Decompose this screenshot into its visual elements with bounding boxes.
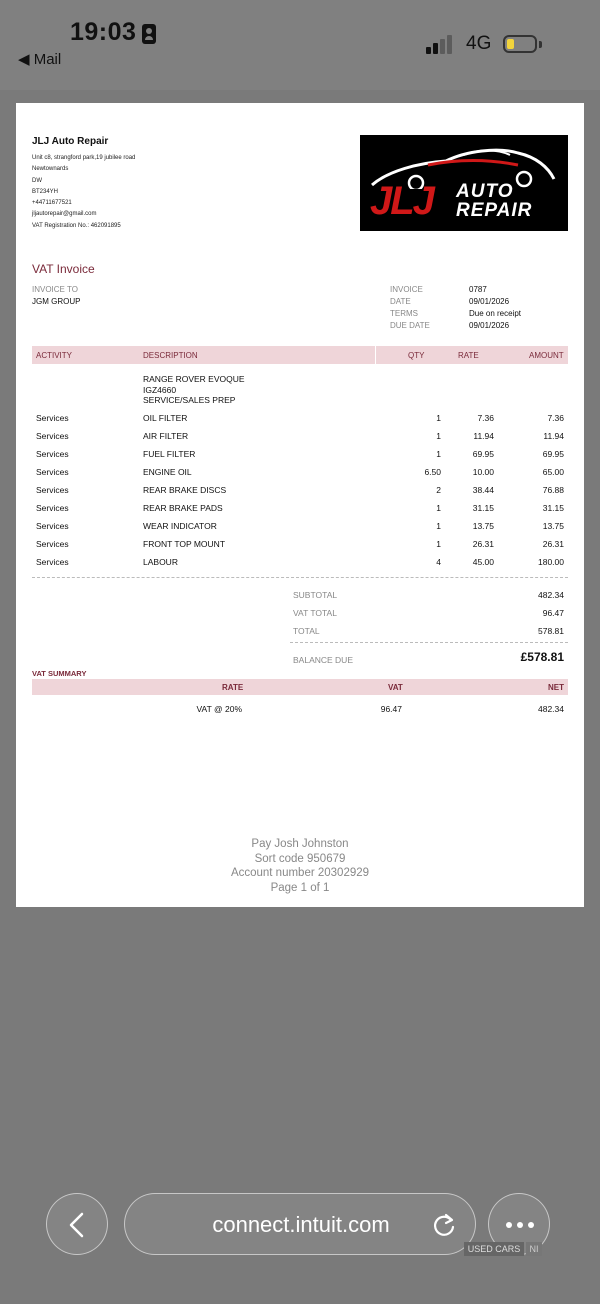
phone-line: +44711677521 [32, 200, 72, 207]
row-activity: Services [36, 467, 69, 477]
vat-summary-row [32, 704, 568, 722]
vehicle-description [143, 374, 245, 406]
more-icon [505, 1221, 535, 1229]
table-row [32, 485, 568, 503]
col-description: DESCRIPTION [143, 351, 198, 360]
col-rate: RATE [458, 351, 479, 360]
due-date-label: DUE DATE [390, 321, 430, 330]
address-line: BT234YH [32, 188, 59, 195]
footer-account-number: Account number 20302929 [230, 867, 370, 879]
col-qty: QTY [408, 351, 425, 360]
col-amount: AMOUNT [529, 351, 564, 360]
row-description: FRONT TOP MOUNT [143, 539, 226, 549]
row-activity: Services [36, 539, 69, 549]
invoice-document [16, 103, 584, 907]
footer-sort-code: Sort code 950679 [254, 852, 346, 865]
due-date-value: 09/01/2026 [469, 321, 510, 330]
row-rate: 11.94 [473, 431, 494, 441]
battery-nub [539, 41, 542, 48]
table-row [32, 503, 568, 521]
row-rate: 13.75 [472, 521, 494, 531]
back-to-mail-link[interactable]: ◀ Mail [18, 51, 62, 68]
row-activity: Services [36, 521, 69, 531]
network-type: 4G [466, 33, 492, 54]
battery-icon [503, 35, 537, 53]
vat-col-vat: VAT [388, 683, 403, 692]
row-rate: 31.15 [472, 503, 494, 513]
vehicle-registration: IGZ4660 [143, 384, 177, 395]
items-divider [32, 577, 568, 578]
logo-repair-text: REPAIR [456, 200, 533, 221]
invoice-number-label: INVOICE [390, 285, 423, 294]
row-description: FUEL FILTER [143, 449, 196, 459]
company-name: JLJ Auto Repair [32, 136, 109, 147]
vat-summary-title: VAT SUMMARY [32, 669, 87, 678]
row-qty: 1 [436, 449, 441, 459]
logo-jlj-text: JLJ [370, 179, 433, 223]
service-type: SERVICE/SALES PREP [143, 395, 236, 405]
total-label: TOTAL [293, 626, 320, 636]
terms-label: TERMS [390, 309, 418, 318]
row-activity: Services [36, 449, 69, 459]
ad-label[interactable]: USED CARS [464, 1242, 524, 1256]
company-address [32, 153, 135, 232]
table-row [32, 449, 568, 467]
url-text: connect.intuit.com [212, 1212, 390, 1237]
row-rate: 45.00 [472, 557, 494, 567]
row-rate: 26.31 [472, 539, 494, 549]
invoice-number-value: 0787 [469, 285, 487, 294]
vat-total-label: VAT TOTAL [293, 608, 337, 618]
vat-row-rate: VAT @ 20% [196, 704, 242, 714]
row-amount: 69.95 [542, 449, 564, 459]
row-qty: 4 [436, 557, 441, 567]
address-line: Unit c8, strangford park,19 jubilee road [32, 155, 136, 161]
row-activity: Services [36, 503, 69, 513]
row-description: LABOUR [143, 557, 178, 567]
back-button[interactable] [46, 1193, 108, 1255]
balance-due-value: £578.81 [520, 650, 564, 664]
table-row [32, 539, 568, 557]
row-description: OIL FILTER [143, 413, 188, 423]
row-activity: Services [36, 557, 69, 567]
row-description: WEAR INDICATOR [143, 521, 217, 531]
payment-footer [16, 837, 584, 895]
row-qty: 1 [436, 503, 441, 513]
row-qty: 2 [436, 485, 441, 495]
row-amount: 26.31 [542, 539, 564, 549]
vehicle-model: RANGE ROVER EVOQUE [143, 374, 245, 384]
row-rate: 38.44 [472, 485, 494, 495]
row-rate: 7.36 [477, 413, 494, 423]
items-table-header [32, 346, 568, 364]
footer-payee: Pay Josh Johnston [251, 838, 349, 850]
row-activity: Services [36, 485, 69, 495]
row-amount: 180.00 [538, 557, 564, 567]
row-amount: 65.00 [542, 467, 564, 477]
invoice-to-label: INVOICE TO [32, 285, 78, 294]
subtotal-label: SUBTOTAL [293, 590, 338, 600]
table-row [32, 521, 568, 539]
back-chevron-icon [67, 1212, 87, 1238]
vat-total-value: 96.47 [542, 608, 564, 618]
row-rate: 69.95 [472, 449, 494, 459]
row-amount: 11.94 [543, 431, 564, 441]
row-qty: 6.50 [424, 467, 441, 477]
table-row [32, 413, 568, 431]
company-logo [360, 135, 568, 231]
row-activity: Services [36, 431, 69, 441]
vat-col-rate: RATE [222, 683, 244, 692]
vat-registration-line: VAT Registration No.: 462091895 [32, 222, 121, 229]
ad-label-suffix[interactable]: NI [526, 1242, 542, 1256]
subtotal-value: 482.34 [538, 590, 564, 600]
id-card-icon [142, 24, 156, 44]
header-divider [375, 346, 376, 364]
row-activity: Services [36, 413, 69, 423]
table-row [32, 431, 568, 449]
logo-auto-text: AUTO [456, 181, 514, 202]
row-description: ENGINE OIL [143, 467, 192, 477]
footer-page-number: Page 1 of 1 [270, 881, 330, 894]
row-qty: 1 [436, 431, 441, 441]
row-amount: 31.15 [542, 503, 564, 513]
address-line: Newtownards [32, 166, 69, 173]
address-bar[interactable] [124, 1193, 476, 1255]
vat-row-vat: 96.47 [380, 704, 402, 714]
table-row [32, 467, 568, 485]
table-row [32, 557, 568, 575]
reload-icon[interactable] [431, 1212, 457, 1238]
row-qty: 1 [436, 539, 441, 549]
invoice-date-label: DATE [390, 297, 411, 306]
row-description: AIR FILTER [143, 431, 189, 441]
status-bar [0, 0, 600, 90]
email-line: jljautorepair@gmail.com [32, 211, 97, 218]
vat-col-net: NET [548, 683, 564, 692]
signal-icon [426, 34, 458, 54]
row-amount: 7.36 [547, 413, 564, 423]
totals-divider [290, 642, 568, 643]
vat-summary-header [32, 679, 568, 695]
invoice-title: VAT Invoice [32, 262, 95, 276]
terms-value: Due on receipt [469, 309, 522, 318]
balance-due-label: BALANCE DUE [293, 655, 353, 665]
row-rate: 10.00 [472, 467, 494, 477]
address-line: DW [32, 177, 42, 184]
row-description: REAR BRAKE PADS [143, 503, 223, 513]
status-time: 19:03 [70, 18, 137, 46]
row-qty: 1 [436, 413, 441, 423]
vat-row-net: 482.34 [538, 704, 564, 714]
col-activity: ACTIVITY [36, 351, 73, 360]
invoice-to-value: JGM GROUP [32, 297, 81, 306]
row-amount: 76.88 [542, 485, 564, 495]
total-value: 578.81 [538, 626, 564, 636]
row-qty: 1 [436, 521, 441, 531]
row-description: REAR BRAKE DISCS [143, 485, 227, 495]
row-amount: 13.75 [542, 521, 564, 531]
invoice-date-value: 09/01/2026 [469, 297, 510, 306]
